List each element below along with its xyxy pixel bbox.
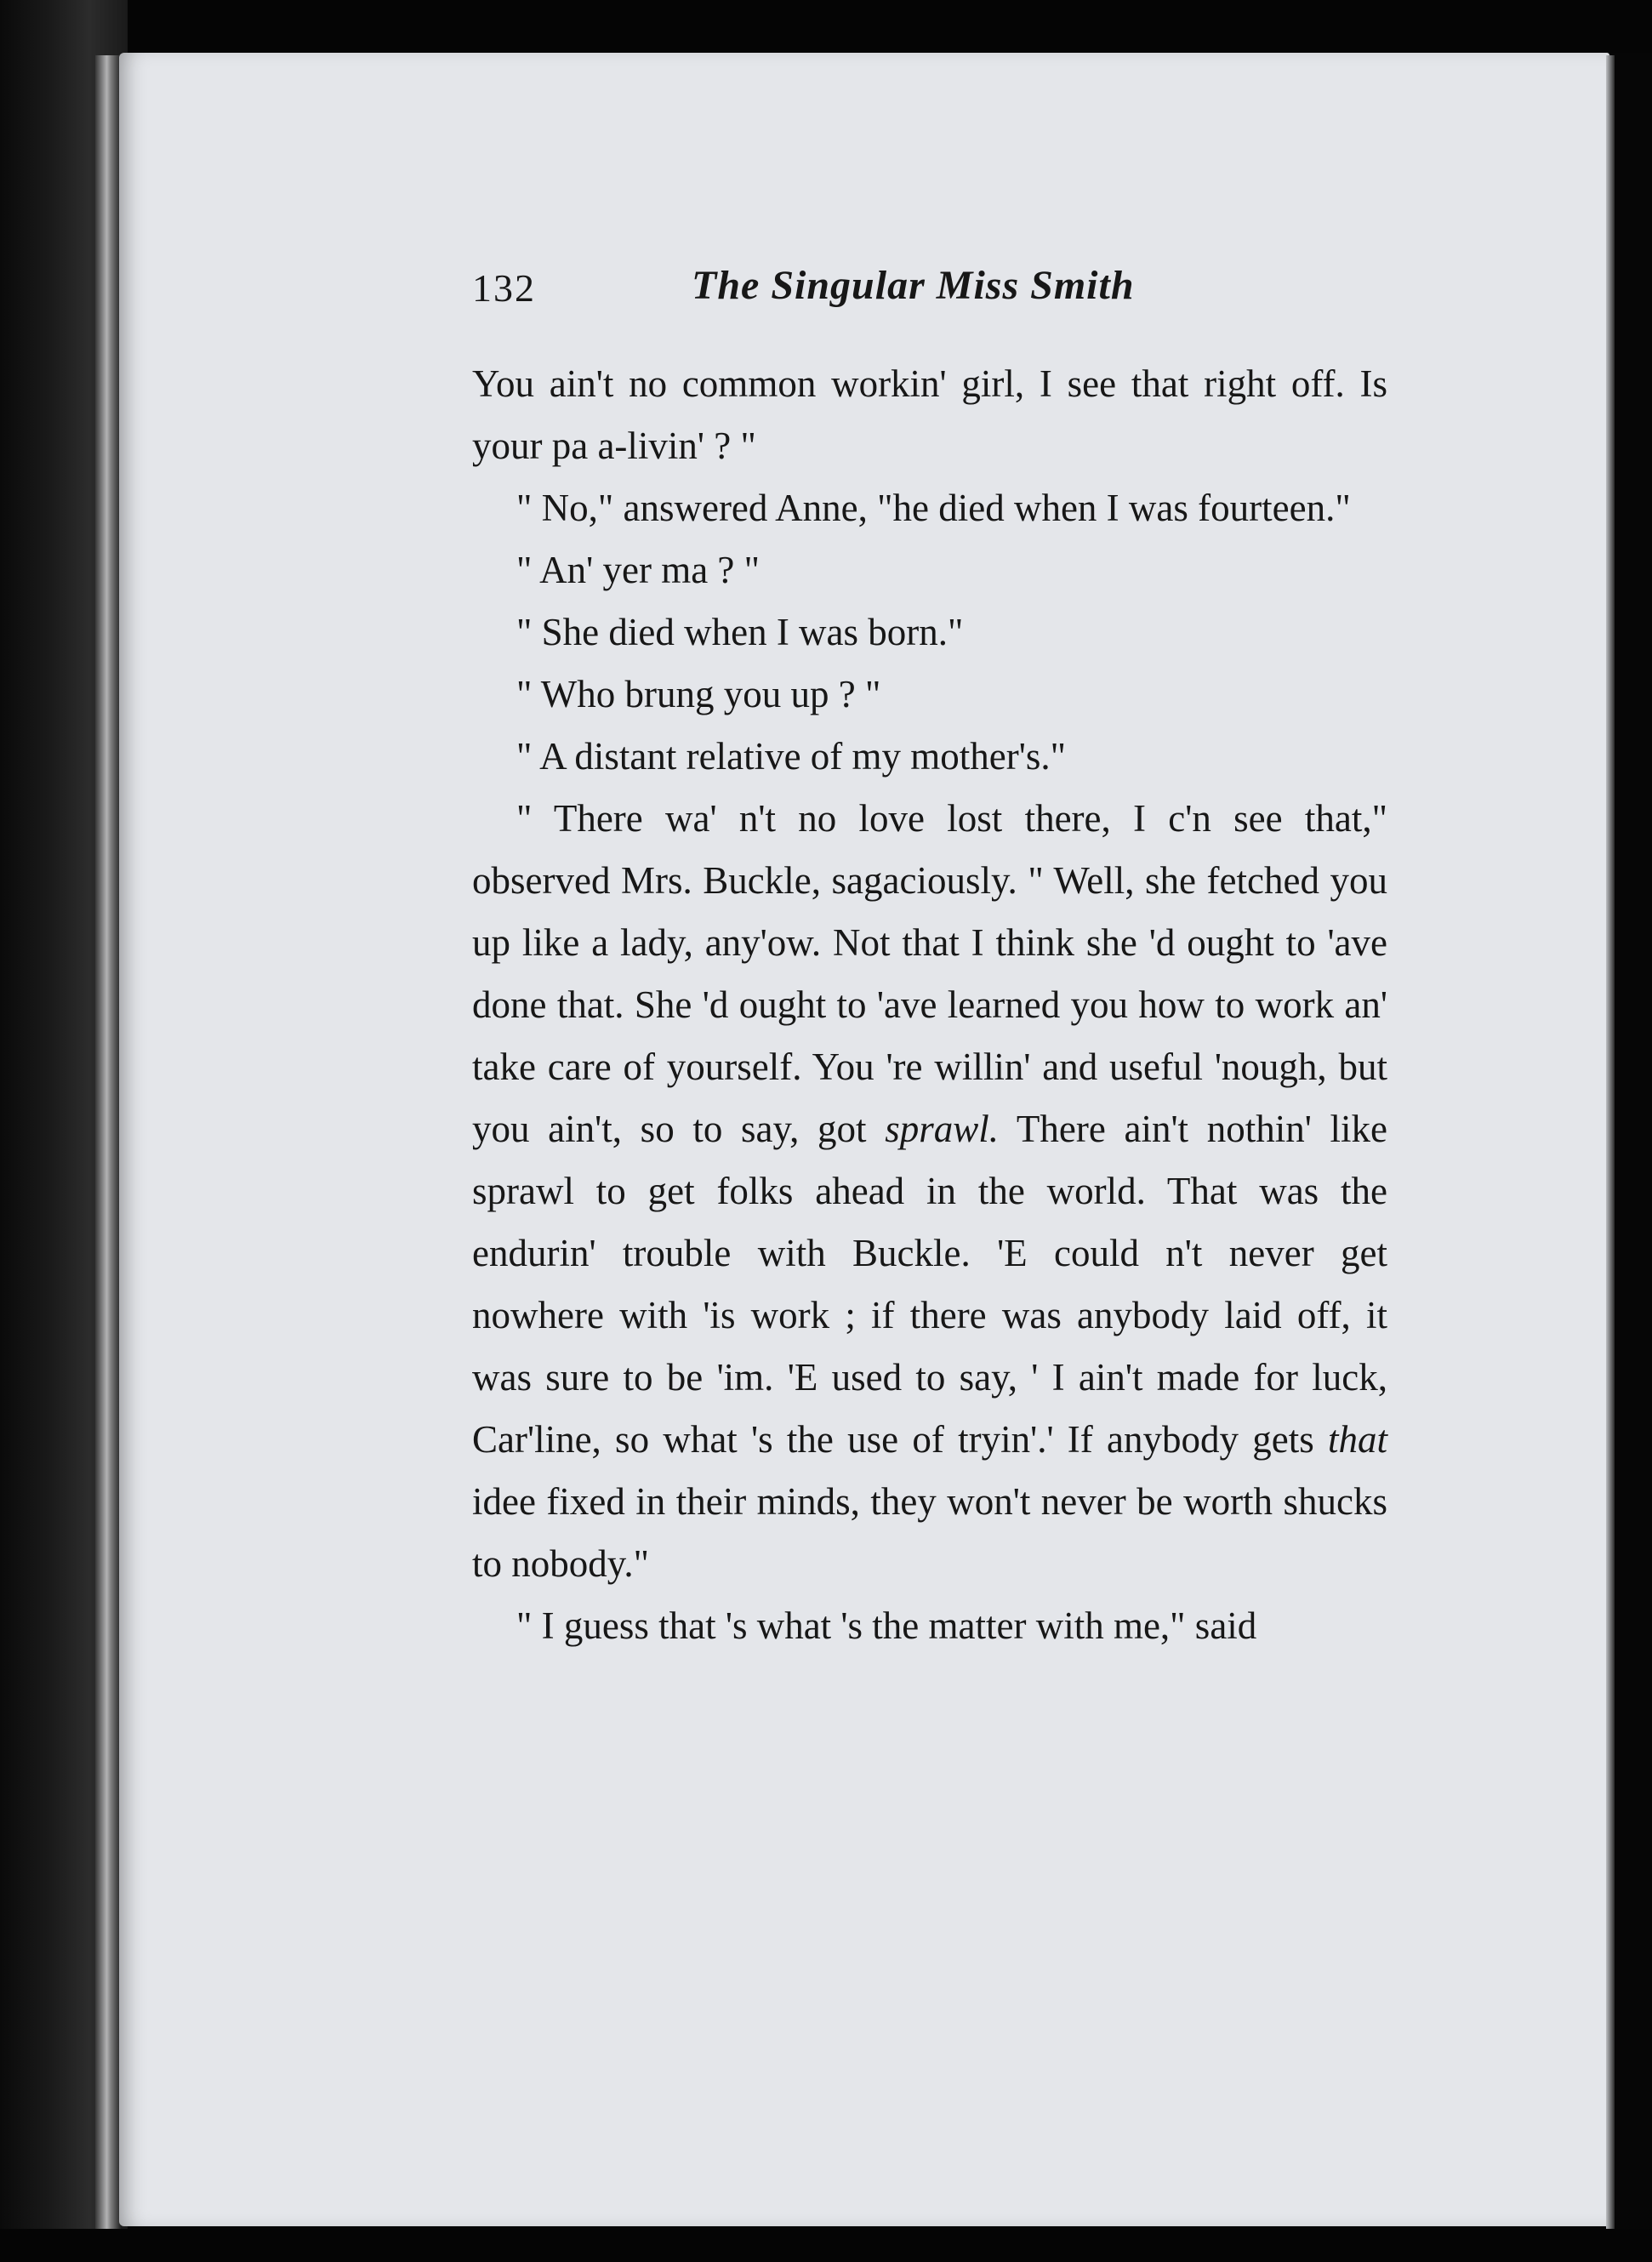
paragraph: " Who brung you up ? " (516, 673, 881, 715)
running-head (472, 265, 1391, 325)
paragraph: " There wa' n't no love lost there, I c'n see that," observed Mrs. Buckle, sagaciously. " Well, she fetched you up like a lady, any'ow. Not that I think she 'd ought to 'ave done that. She 'd ought to 'ave learned you how to work an' take care of yourself. You 're willin' and useful 'nough, but you ain't, so to say, got sprawl. There ain't nothin' like sprawl to get folks ahead in the world. That was the endurin' trouble with Buckle. 'E could n't never get nowhere with 'is work ; if there was anybody laid off, it was sure to be 'im. 'E used to say, ' I ain't made for luck, Car'line, so what 's the use of tryin'.' If anybody gets that idee fixed in their minds, they won't never be worth shucks to nobody." (472, 797, 1387, 1585)
paragraph: " A distant relative of my mother's." (516, 735, 1066, 778)
binding-edge (95, 55, 121, 2233)
paragraph: " I guess that 's what 's the matter with me," said (516, 1604, 1257, 1647)
paragraph: " No," answered Anne, "he died when I was fourteen." (516, 487, 1351, 529)
paragraph: You ain't no common workin' girl, I see that right off. Is your pa a-livin' ? " (472, 362, 1387, 467)
running-title: The Singular Miss Smith (692, 263, 1135, 308)
paragraph: " An' yer ma ? " (516, 549, 760, 591)
paragraph: " She died when I was born." (516, 611, 964, 653)
body-text (472, 353, 1387, 1657)
scan-top-border (0, 0, 1652, 53)
page-right-edge (1606, 55, 1615, 2229)
page-number: 132 (472, 266, 536, 310)
italic-emphasis: sprawl. (885, 1108, 1000, 1150)
italic-emphasis: that (1327, 1418, 1387, 1461)
scan-bottom-border (0, 2229, 1652, 2262)
